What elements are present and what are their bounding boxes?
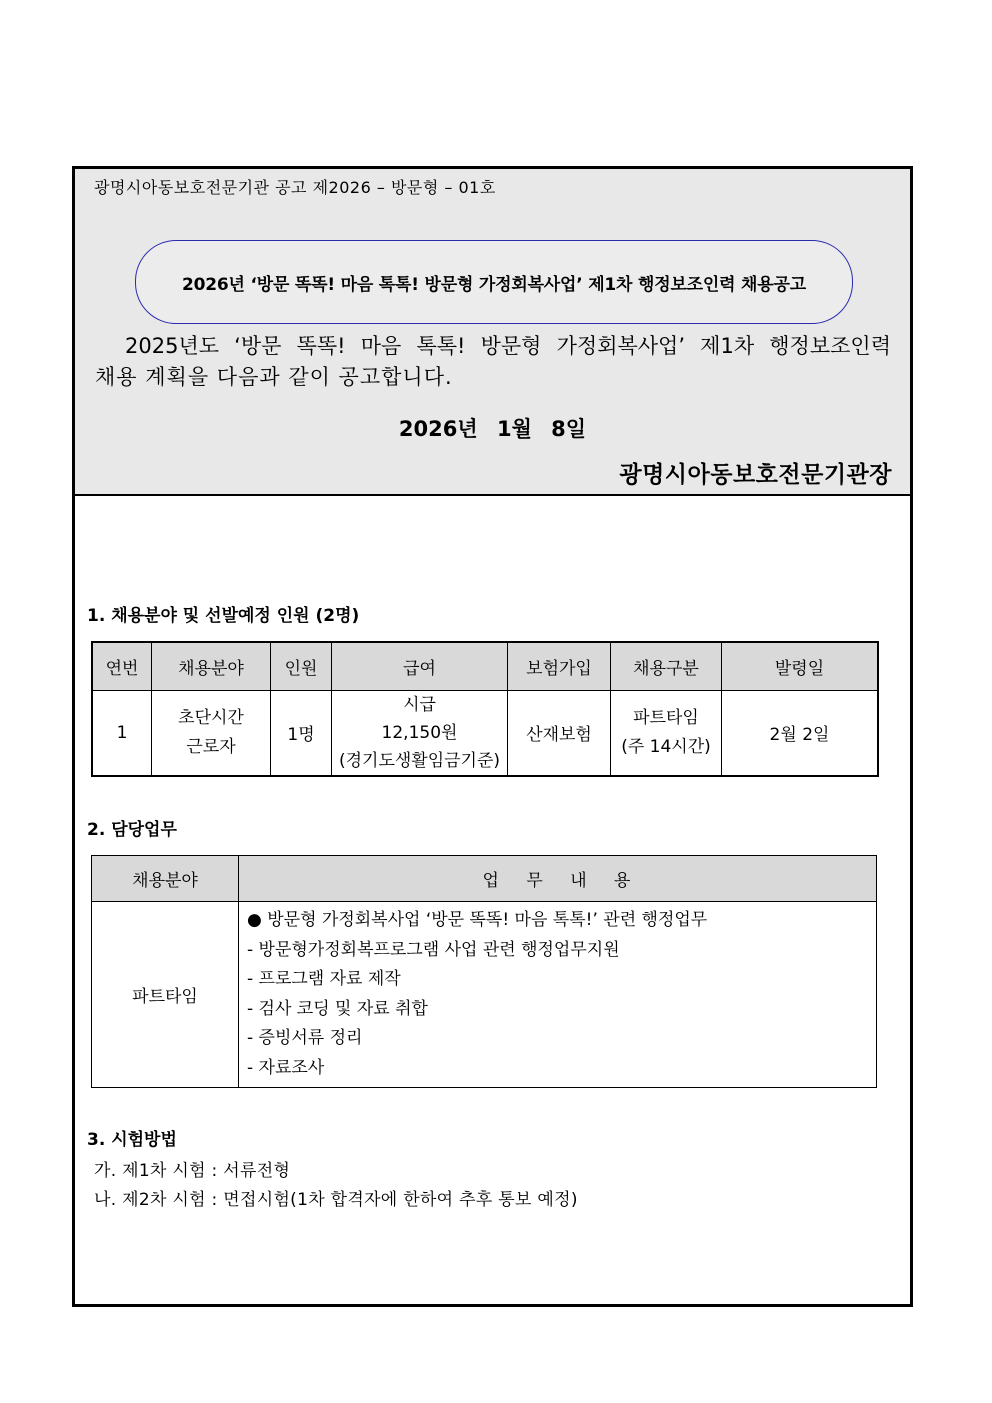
exam-item-1: 가. 제1차 시험 : 서류전형 [94, 1161, 291, 1181]
section-3-title: 3. 시험방법 [87, 1130, 177, 1150]
cell-no: 1 [92, 690, 152, 776]
exam-item-2: 나. 제2차 시험 : 면접시험(1차 합격자에 한하여 추후 통보 예정) [94, 1190, 578, 1210]
cell-insurance: 산재보험 [508, 690, 611, 776]
list-item: - 자료조사 [247, 1057, 325, 1078]
list-item: - 방문형가정회복프로그램 사업 관련 행정업무지원 [247, 939, 620, 960]
list-item: - 프로그램 자료 제작 [247, 969, 401, 989]
recruitment-table [91, 641, 879, 777]
notice-header [75, 169, 910, 496]
cell-field: 초단시간 근로자 [152, 690, 271, 776]
section-1-title: 1. 채용분야 및 선발예정 인원 (2명) [87, 606, 360, 626]
duties-table [91, 855, 877, 1088]
cell-start-date: 2월 2일 [722, 690, 879, 776]
notice-date: 2026년 1월 8일 [398, 417, 587, 441]
col-header-field: 채용분야 [92, 856, 239, 902]
table-header-row [92, 642, 878, 690]
col-header-type: 채용구분 [611, 642, 722, 690]
list-item: ● 방문형 가정회복사업 ‘방문 똑똑! 마음 톡톡!’ 관련 행정업무 [247, 910, 708, 930]
cell-pay: 시급 12,150원 (경기도생활임금기준) [332, 690, 508, 776]
col-header-field: 채용분야 [152, 642, 271, 690]
col-header-duties: 업 무 내 용 [239, 856, 877, 902]
notice-frame [72, 166, 913, 1307]
issuer-name: 광명시아동보호전문기관장 [619, 462, 892, 488]
title-banner [135, 240, 853, 324]
intro-line-2: 채용 계획을 다음과 같이 공고합니다. [95, 365, 453, 389]
cell-duty-field: 파트타임 [92, 902, 239, 1088]
table-row [92, 690, 878, 776]
list-item: - 검사 코딩 및 자료 취합 [247, 998, 428, 1019]
table-header-row [92, 856, 877, 902]
notice-number: 광명시아동보호전문기관 공고 제2026 – 방문형 – 01호 [94, 178, 496, 197]
cell-count: 1명 [271, 690, 332, 776]
intro-line-1: 2025년도 ‘방문 똑똑! 마음 톡톡! 방문형 가정회복사업’ 제1차 행정보조인력 [125, 334, 891, 358]
table-row [92, 902, 877, 1088]
cell-duty-list [239, 902, 877, 1088]
section-2-title: 2. 담당업무 [87, 820, 177, 840]
cell-type: 파트타임 (주 14시간) [611, 690, 722, 776]
col-header-count: 인원 [271, 642, 332, 690]
list-item: - 증빙서류 정리 [247, 1028, 363, 1048]
col-header-insurance: 보험가입 [508, 642, 611, 690]
col-header-no: 연번 [92, 642, 152, 690]
col-header-pay: 급여 [332, 642, 508, 690]
col-header-start-date: 발령일 [722, 642, 879, 690]
announcement-title: 2026년 ‘방문 똑똑! 마음 톡톡! 방문형 가정회복사업’ 제1차 행정보조인력 채용공고 [182, 274, 806, 295]
